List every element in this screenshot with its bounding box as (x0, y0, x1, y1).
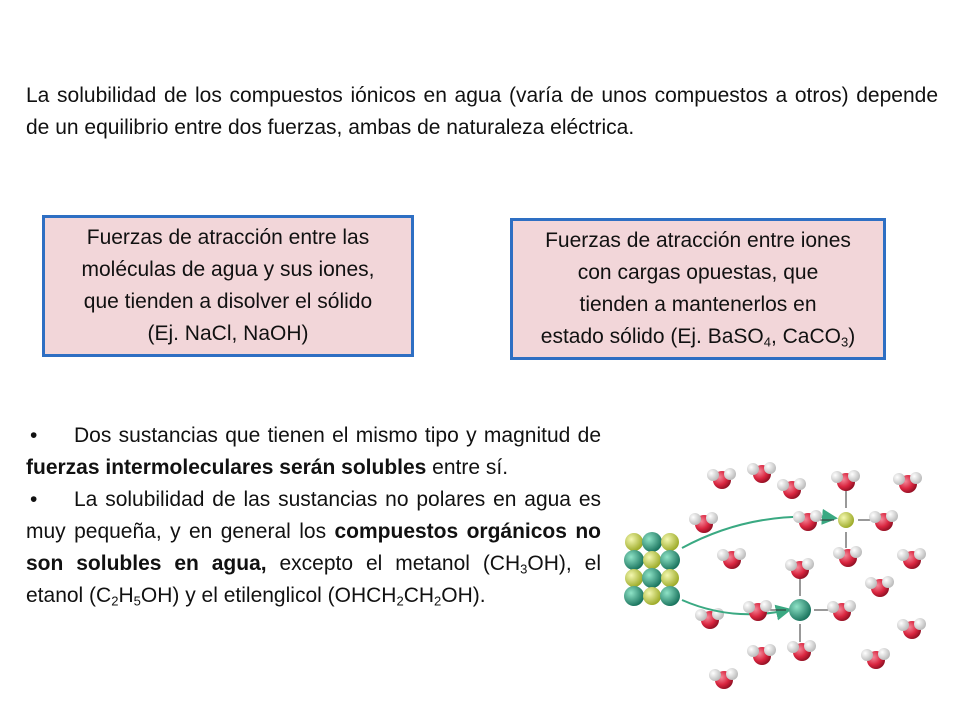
box-left-line-1: Fuerzas de atracción entre las (86, 226, 370, 249)
box-left-line-3: que tienden a disolver el sólido (83, 290, 373, 313)
box-right-line-4-b: , CaCO (770, 325, 841, 348)
bullet-2-part: OH). (441, 584, 486, 607)
subscript: 3 (840, 334, 849, 350)
box-left-text (81, 222, 374, 350)
bullet-1-end: entre sí. (426, 456, 509, 479)
hydrated-anion (768, 578, 832, 642)
bullet-2-part: H (118, 584, 134, 607)
subscript: 2 (434, 593, 442, 609)
bullet-1-bold: fuerzas intermoleculares serán solubles (26, 456, 427, 479)
box-left-line-2: moléculas de agua y sus iones, (81, 258, 375, 281)
subscript: 2 (111, 593, 119, 609)
hydrated-cation (818, 490, 874, 548)
box-right-line-4-c: ) (848, 325, 856, 348)
bullet-2-part: excepto el metanol (CH (266, 552, 521, 575)
bullet-2-text: La solubilidad de las sustancias no polares en agua es muy pequeña, y en general los (26, 488, 601, 543)
box-right-text (541, 225, 855, 353)
subscript: 4 (763, 334, 771, 350)
intro-paragraph: La solubilidad de los compuestos iónicos en agua (varía de unos compuestos a otros) depende de un equilibrio entre dos fuerzas, ambas de naturaleza eléctrica. (26, 84, 938, 139)
ionic-crystal-lattice (624, 532, 680, 606)
box-right-line-1: Fuerzas de atracción entre iones (545, 229, 851, 252)
bullet-list (26, 420, 601, 612)
box-right-line-3: tienden a mantenerlos en (579, 293, 817, 316)
attraction-water-ions-box (42, 215, 414, 357)
subscript: 3 (520, 561, 528, 577)
subscript: 2 (396, 593, 404, 609)
bullet-item-2 (26, 484, 601, 612)
bullet-marker: • (30, 488, 38, 511)
subscript: 5 (133, 593, 141, 609)
ionic-dissolution-illustration (612, 460, 932, 700)
bullet-2-bold: compuestos orgánicos no son solubles en agua, (26, 520, 602, 575)
box-right-line-2: con cargas opuestas, que (577, 261, 819, 284)
bullet-marker: • (30, 424, 38, 447)
bullet-2-part: OH), el etanol (C (26, 552, 601, 607)
bullet-2-part: CH (403, 584, 435, 607)
bullet-1-text: Dos sustancias que tienen el mismo tipo y magnitud de (74, 424, 601, 447)
bullet-item-1 (26, 420, 601, 484)
attraction-opposite-ions-box (510, 218, 886, 360)
box-left-line-4: (Ej. NaCl, NaOH) (147, 322, 309, 345)
box-right-line-4-a: estado sólido (Ej. BaSO (540, 325, 764, 348)
bullet-2-part: OH) y el etilenglicol (OHCH (140, 584, 397, 607)
box-right-line-4 (541, 325, 855, 348)
